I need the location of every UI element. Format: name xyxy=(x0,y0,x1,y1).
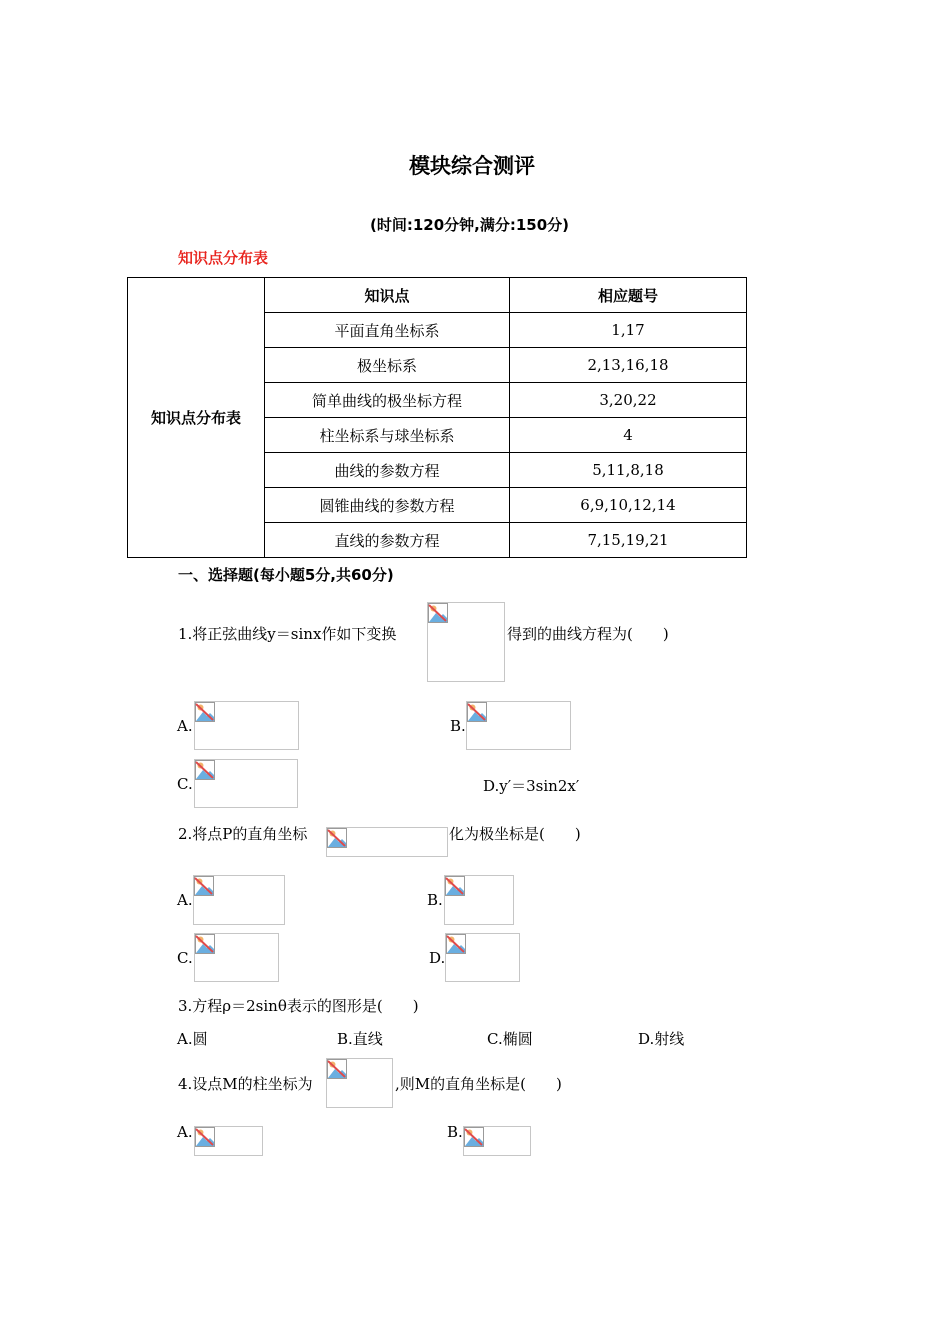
q1-option-b: B. xyxy=(450,717,466,735)
items-cell: 7,15,19,21 xyxy=(510,523,747,558)
page-subtitle: (时间:120分钟,满分:150分) xyxy=(370,216,570,234)
topic-cell: 极坐标系 xyxy=(265,348,510,383)
topic-cell: 简单曲线的极坐标方程 xyxy=(265,383,510,418)
topic-cell: 柱坐标系与球坐标系 xyxy=(265,418,510,453)
q3-stem: 3.方程ρ＝2sinθ表示的图形是( ) xyxy=(178,997,419,1015)
q2-formula-image xyxy=(326,827,448,857)
knowledge-table xyxy=(127,277,747,558)
q4-option-a-image xyxy=(194,1126,263,1156)
page-title: 模块综合测评 xyxy=(409,154,535,178)
q2-stem-tail: 化为极坐标是( ) xyxy=(449,825,581,843)
q2-option-a-image xyxy=(193,875,285,925)
row-header-cell: 知识点分布表 xyxy=(128,278,265,558)
q4-formula-image xyxy=(326,1058,393,1108)
q2-stem: 2.将点P的直角坐标 xyxy=(178,825,308,843)
topic-cell: 圆锥曲线的参数方程 xyxy=(265,488,510,523)
q1-option-a: A. xyxy=(177,717,193,735)
q1-stem-tail: 得到的曲线方程为( ) xyxy=(507,625,669,643)
q2-option-d: D. xyxy=(429,949,446,967)
q4-option-b-image xyxy=(463,1126,531,1156)
q1-option-d: D.y′＝3sin2x′ xyxy=(483,777,580,795)
q3-option-b: B.直线 xyxy=(337,1030,383,1048)
q2-option-b: B. xyxy=(427,891,443,909)
q2-option-c: C. xyxy=(177,949,193,967)
section-label: 知识点分布表 xyxy=(178,249,269,267)
items-cell: 6,9,10,12,14 xyxy=(510,488,747,523)
column-header: 相应题号 xyxy=(510,278,747,313)
q1-formula-image xyxy=(427,602,505,682)
q2-option-a: A. xyxy=(177,891,193,909)
items-cell: 5,11,8,18 xyxy=(510,453,747,488)
section-heading: 一、选择题(每小题5分,共60分) xyxy=(178,566,394,584)
q2-option-b-image xyxy=(444,875,514,925)
q1-stem: 1.将正弦曲线y＝sinx作如下变换 xyxy=(178,625,397,643)
q3-option-c: C.椭圆 xyxy=(487,1030,533,1048)
q4-stem-tail: ,则M的直角坐标是( ) xyxy=(395,1075,562,1093)
q3-option-d: D.射线 xyxy=(638,1030,685,1048)
q4-option-a: A. xyxy=(177,1123,193,1141)
q1-option-b-image xyxy=(466,701,571,750)
q2-option-d-image xyxy=(445,933,520,982)
q2-option-c-image xyxy=(194,933,279,982)
q1-option-c: C. xyxy=(177,775,193,793)
items-cell: 3,20,22 xyxy=(510,383,747,418)
items-cell: 1,17 xyxy=(510,313,747,348)
column-header: 知识点 xyxy=(265,278,510,313)
q4-stem: 4.设点M的柱坐标为 xyxy=(178,1075,313,1093)
table-header-row xyxy=(128,278,747,313)
items-cell: 4 xyxy=(510,418,747,453)
topic-cell: 平面直角坐标系 xyxy=(265,313,510,348)
topic-cell: 曲线的参数方程 xyxy=(265,453,510,488)
q1-option-a-image xyxy=(194,701,299,750)
q4-option-b: B. xyxy=(447,1123,463,1141)
topic-cell: 直线的参数方程 xyxy=(265,523,510,558)
q3-option-a: A.圆 xyxy=(177,1030,208,1048)
q1-option-c-image xyxy=(194,759,298,808)
items-cell: 2,13,16,18 xyxy=(510,348,747,383)
